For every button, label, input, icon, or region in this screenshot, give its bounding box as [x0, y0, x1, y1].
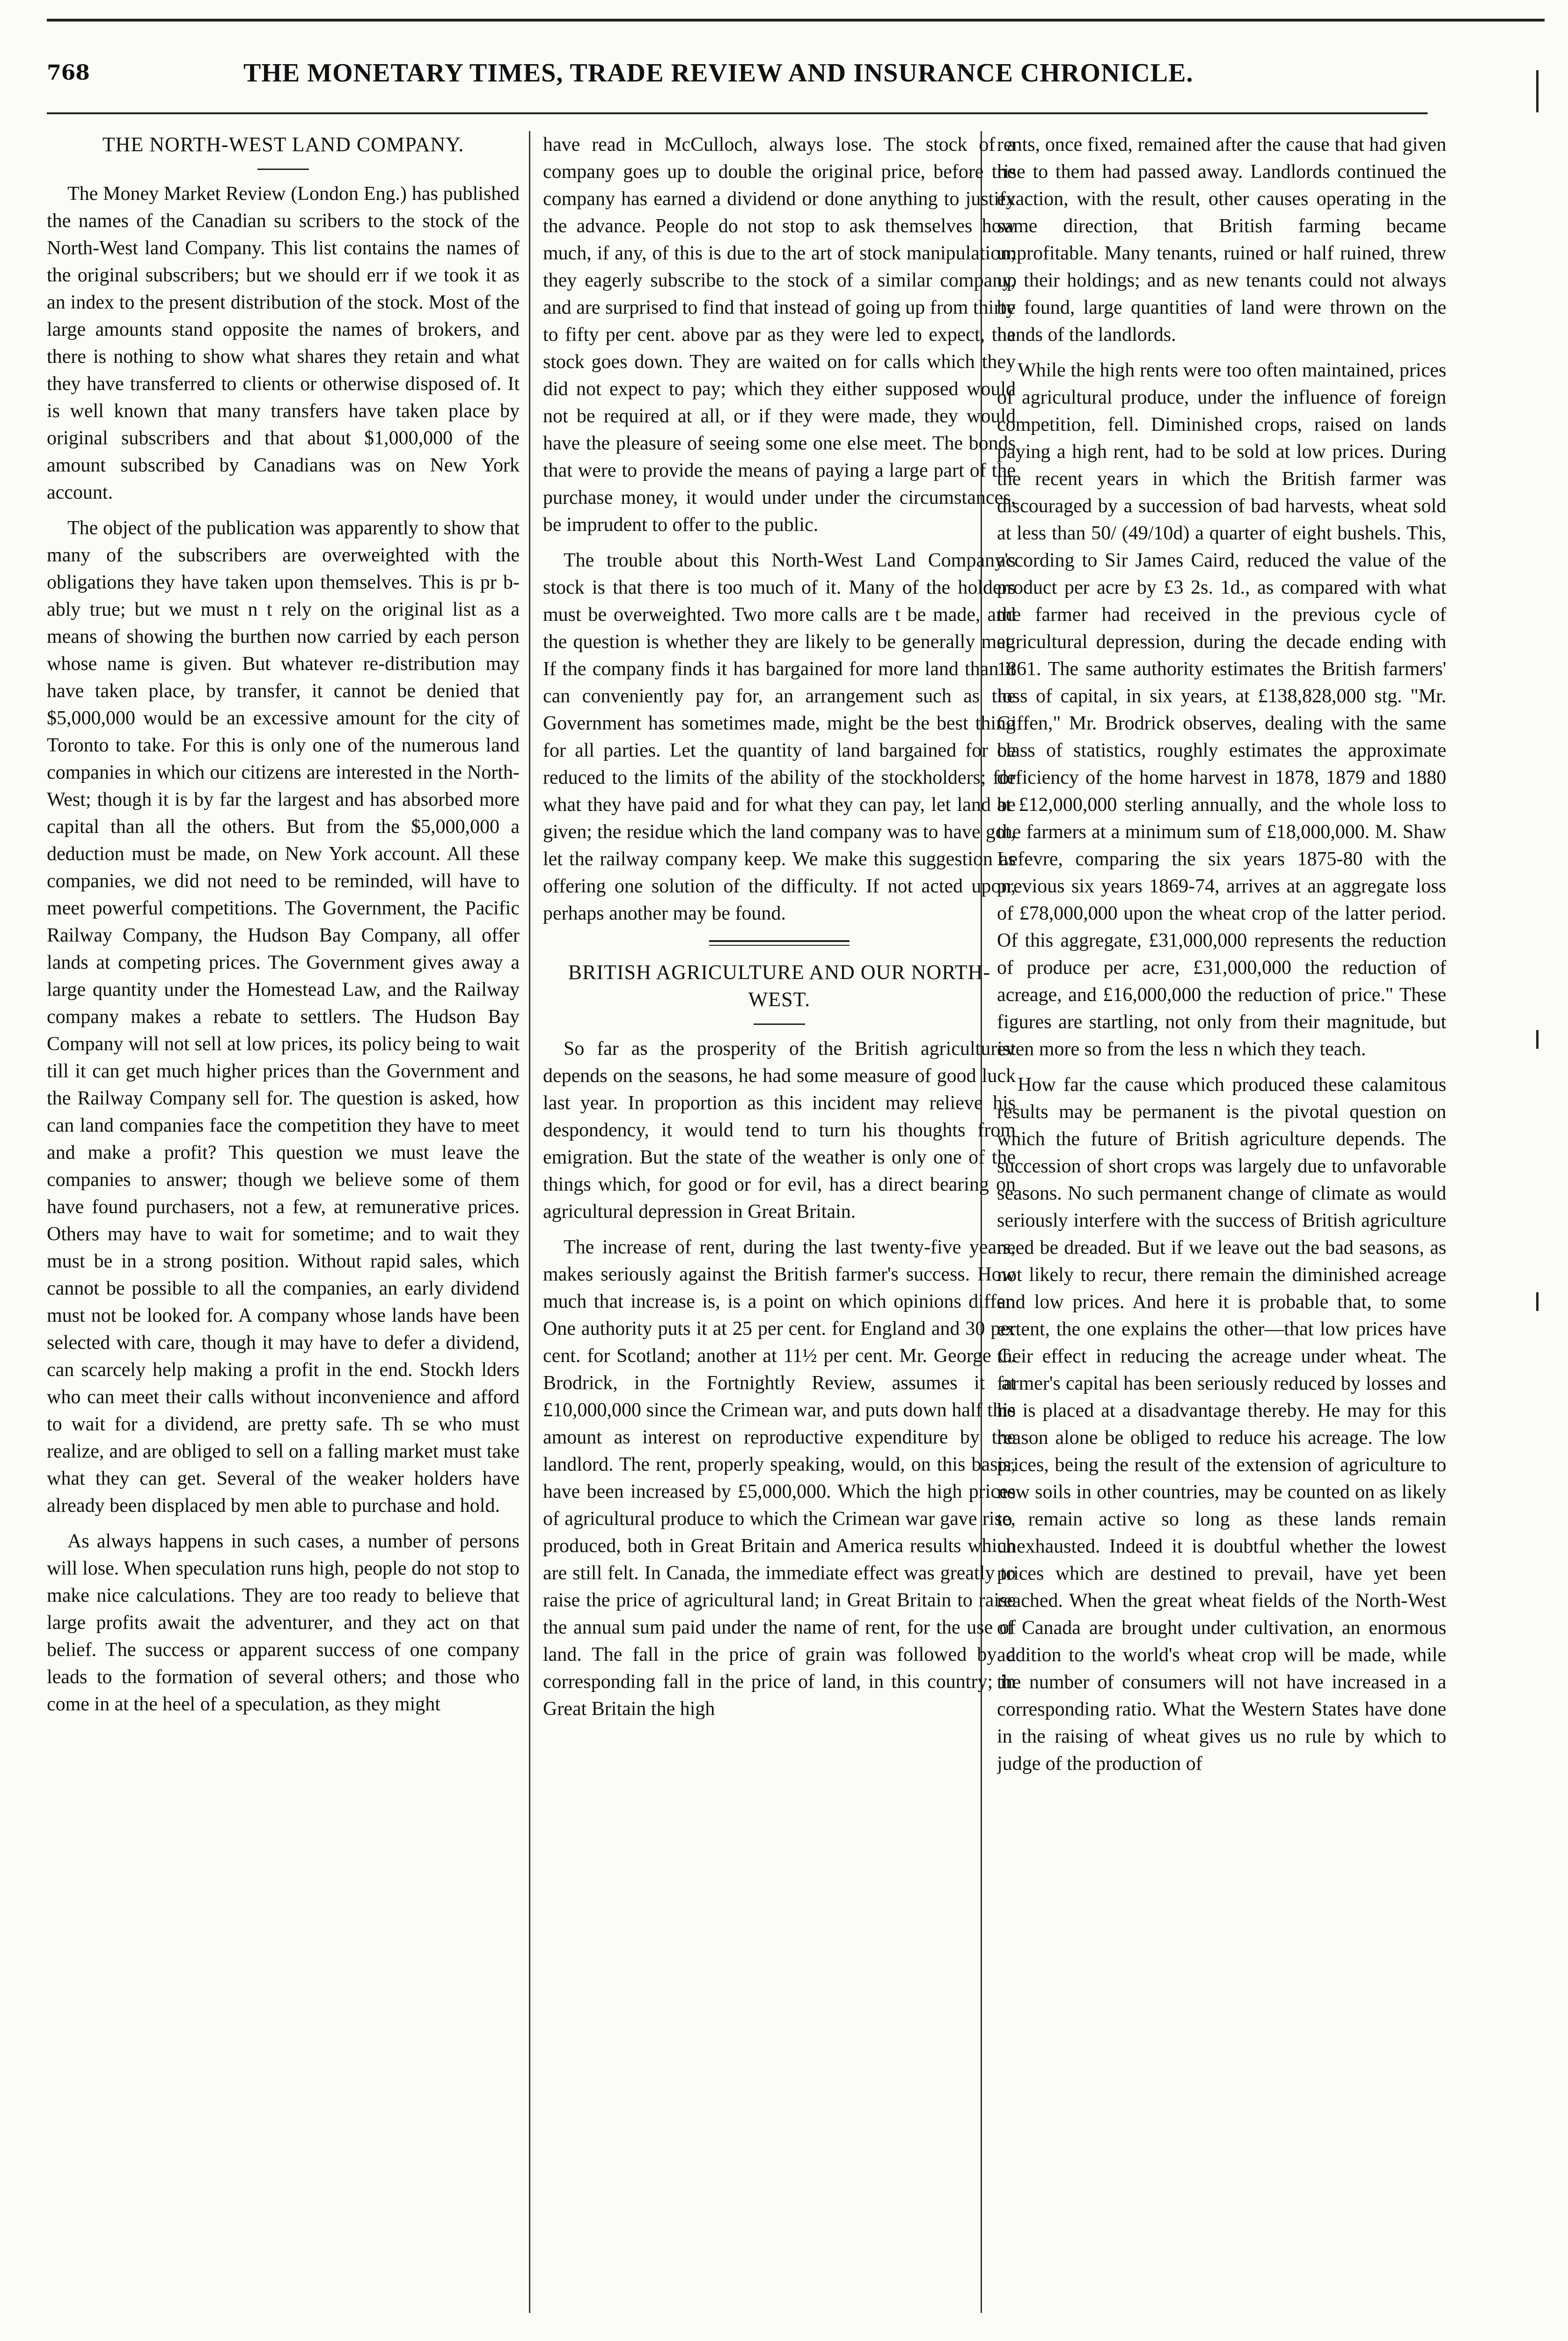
- top-border-rule: [47, 19, 1545, 22]
- article-separator-rule: [709, 940, 850, 946]
- margin-mark: [1536, 70, 1539, 112]
- page-number: 768: [47, 61, 90, 85]
- article-paragraph: The trouble about this North-West Land Company's stock is that there is too much of it. Many of the holders must be overweighted. Two more calls are t be made, and the question is whether they are likely to be generally met. If the company finds it has bargained for more land than it can conveniently pay for, an arrangement such as the Government has sometimes made, might be the best thing for all parties. Let the quantity of land bargained for be reduced to the limits of the ability of the stockholders; for what they have paid and for what they can pay, let land be given; the residue which the land company was to have got, let the railway company keep. We make this suggestion as offering one solution of the difficulty. If not acted upon, perhaps another may be found.: [543, 550, 1016, 924]
- page-header: [47, 52, 1545, 103]
- article-paragraph: The Money Market Review (London Eng.) has published the names of the Canadian su scribers to the stock of the North-West land Company. This list contains the names of the original subscribers; but we should err if we took it as an index to the present distribution of the stock. Most of the large amounts stand opposite the names of brokers, and there is nothing to show what shares they retain and what they have transferred to clients or otherwise disposed of. It is well known that many transfers have taken place by original subscribers and that about $1,000,000 of the amount subscribed by Canadians was on New York account.: [47, 183, 520, 503]
- column-divider-1: [529, 131, 530, 2313]
- article-paragraph: The increase of rent, during the last twenty-five years, makes seriously against the British farmer's success. How much that increase is, is a point on which opinions differ. One authority puts it at 25 per cent. for England and 30 per cent. for Scotland; another at 11½ per cent. Mr. George C. Brodrick, in the Fortnightly Review, assumes it at £10,000,000 since the Crimean war, and puts down half this amount as interest on reproductive expenditure by the landlord. The rent, properly speaking, would, on this basis, have been increased by £5,000,000. Which the high prices of agricultural produce to which the Crimean war gave rise, produced, both in Great Britain and America results which are still felt. In Canada, the immediate effect was greatly to raise the price of agricultural land; in Great Britain to raise the annual sum paid under the name of rent, for the use of land. The fall in the price of grain was followed by a corresponding fall in the price of land, in this country; in Great Britain the high: [543, 1237, 1016, 1720]
- article-title-north-west-land-company: THE NORTH-WEST LAND COMPANY.: [102, 133, 464, 156]
- column-3: [997, 131, 1446, 2322]
- masthead-title: THE MONETARY TIMES, TRADE REVIEW AND INSURANCE CHRONICLE.: [243, 59, 1194, 88]
- article-paragraph: The object of the publication was apparently to show that many of the subscribers are overweighted with the obligations they have taken upon themselves. This is pr b-ably true; but we must n t rely on the original list as a means of showing the burthen now carried by each person whose name is given. But whatever re-distribution may have taken place, by transfer, it cannot be denied that $5,000,000 would be an excessive amount for the city of Toronto to take. For this is only one of the numerous land companies in which our citizens are interested in the North-West; though it is by far the largest and has absorbed more capital than all the others. But from the $5,000,000 a deduction must be made, on New York account. All these companies, we did not need to be reminded, will have to meet powerful competitions. The Government, the Pacific Railway Company, the Hudson Bay Company, all offer lands at competing prices. The Government gives away a large quantity under the Homestead Law, and the Railway company makes a rebate to settlers. The Hudson Bay Company will not sell at low prices, its policy being to wait till it can get much higher prices than the Government and the Railway Company sell for. The question is asked, how can land companies face the competition they have to meet and make a profit? This question we must leave the companies to answer; though we believe some of them have found purchasers, not a few, at remunerative prices. Others may have to wait for sometime; and to wait they must be in a strong position. Without rapid sales, which cannot be possible to all the companies, an early dividend must not be looked for. A company whose lands have been selected with care, though it may have to defer a dividend, can scarcely help making a profit in the end. Stockh lders who can meet their calls without inconvenience and afford to wait for a dividend, are pretty safe. Th se who must realize, and are obliged to sell on a falling market must take what they can get. Several of the weaker holders have already been displaced by men able to purchase and hold.: [47, 517, 520, 1516]
- margin-mark: [1536, 1030, 1539, 1049]
- column-2: [543, 131, 1016, 2322]
- article-title-british-agriculture: BRITISH AGRICULTURE AND OUR NORTH-WEST.: [568, 961, 991, 1011]
- article-paragraph: While the high rents were too often maintained, prices of agricultural produce, under the influence of foreign competition, fell. Diminished crops, raised on lands paying a high rent, had to be sold at low prices. During the recent years in which the British farmer was discouraged by a succession of bad harvests, wheat sold at less than 50/ (49/10d) a quarter of eight bushels. This, according to Sir James Caird, reduced the value of the product per acre by £3 2s. 1d., as compared with what the farmer had received in the previous cycle of agricultural depression, during the decade ending with 1861. The same authority estimates the British farmers' loss of capital, in six years, at £138,828,000 stg. "Mr. Giffen," Mr. Brodrick observes, dealing with the same class of statistics, roughly estimates the approximate deficiency of the home harvest in 1878, 1879 and 1880 at £12,000,000 sterling annually, and the whole loss to the farmers at a minimum sum of £18,000,000. M. Shaw Lefevre, comparing the six years 1875-80 with the previous six years 1869-74, arrives at an aggregate loss of £78,000,000 upon the wheat crop of the latter period. Of this aggregate, £31,000,000 represents the reduction of produce per acre, £31,000,000 the reduction of acreage, and £16,000,000 the reduction of price." These figures are startling, not only from their magnitude, but even more so from the less n which they teach.: [997, 360, 1446, 1060]
- article-paragraph: How far the cause which produced these calamitous results may be permanent is the pivotal question on which the future of British agriculture depends. The succession of short crops was largely due to unfavorable seasons. No such permanent change of climate as would seriously interfere with the success of British agriculture need be dreaded. But if we leave out the bad seasons, as not likely to recur, there remain the diminished acreage and low prices. And here it is probable that, to some extent, the one explains the other—that low prices have their effect in reducing the acreage under wheat. The farmer's capital has been seriously reduced by losses and he is placed at a disadvantage thereby. He may for this reason alone be obliged to reduce his acreage. The low prices, being the result of the extension of agriculture to new soils in other countries, may be counted on as likely to remain active so long as these lands remain unexhausted. Indeed it is doubtful whether the lowest prices which are destined to prevail, have yet been reached. When the great wheat fields of the North-West of Canada are brought under cultivation, an enormous addition to the world's wheat crop will be made, while the number of consumers will not have increased in a corresponding ratio. What the Western States have done in the raising of wheat gives us no rule by which to judge of the production of: [997, 1074, 1446, 1774]
- title-underline: [257, 169, 309, 170]
- title-underline: [754, 1023, 805, 1025]
- article-paragraph-continued: have read in McCulloch, always lose. The stock of a company goes up to double the original price, before the company has earned a dividend or done anything to justify the advance. People do not stop to ask themselves how much, if any, of this is due to the art of stock manipulation; they eagerly subscribe to the stock of a similar company, and are surprised to find that instead of going up from thirty to fifty per cent. above par as they were led to expect, the stock goes down. They are waited on for calls which they did not expect to pay; which they either supposed would not be required at all, or if they were made, they would have the pleasure of seeing some one else meet. The bonds that were to provide the means of paying a large part of the purchase money, it would under under the circumstances, be imprudent to offer to the public.: [543, 134, 1016, 536]
- article-paragraph: So far as the prosperity of the British agriculturist depends on the seasons, he had some measure of good luck last year. In proportion as this incident may relieve his despondency, it would tend to turn his thoughts from emigration. But the state of the weather is only one of the things which, for good or for evil, has a direct bearing on agricultural depression in Great Britain.: [543, 1038, 1016, 1222]
- header-rule: [47, 112, 1428, 114]
- article-paragraph-continued: rents, once fixed, remained after the cause that had given rise to them had passed away. Landlords continued the exaction, with the result, other causes operating in the same direction, that British farming became unprofitable. Many tenants, ruined or half ruined, threw up their holdings; and as new tenants could not always be found, large quantities of land were thrown on the hands of the landlords.: [997, 134, 1446, 346]
- column-1: [47, 131, 520, 2322]
- article-paragraph: As always happens in such cases, a number of persons will lose. When speculation runs high, people do not stop to make nice calculations. They are too ready to believe that large profits await the adventurer, and they act on that belief. The success or apparent success of one company leads to the formation of several others; and those who come in at the heel of a speculation, as they might: [47, 1531, 520, 1715]
- margin-mark: [1536, 1292, 1539, 1311]
